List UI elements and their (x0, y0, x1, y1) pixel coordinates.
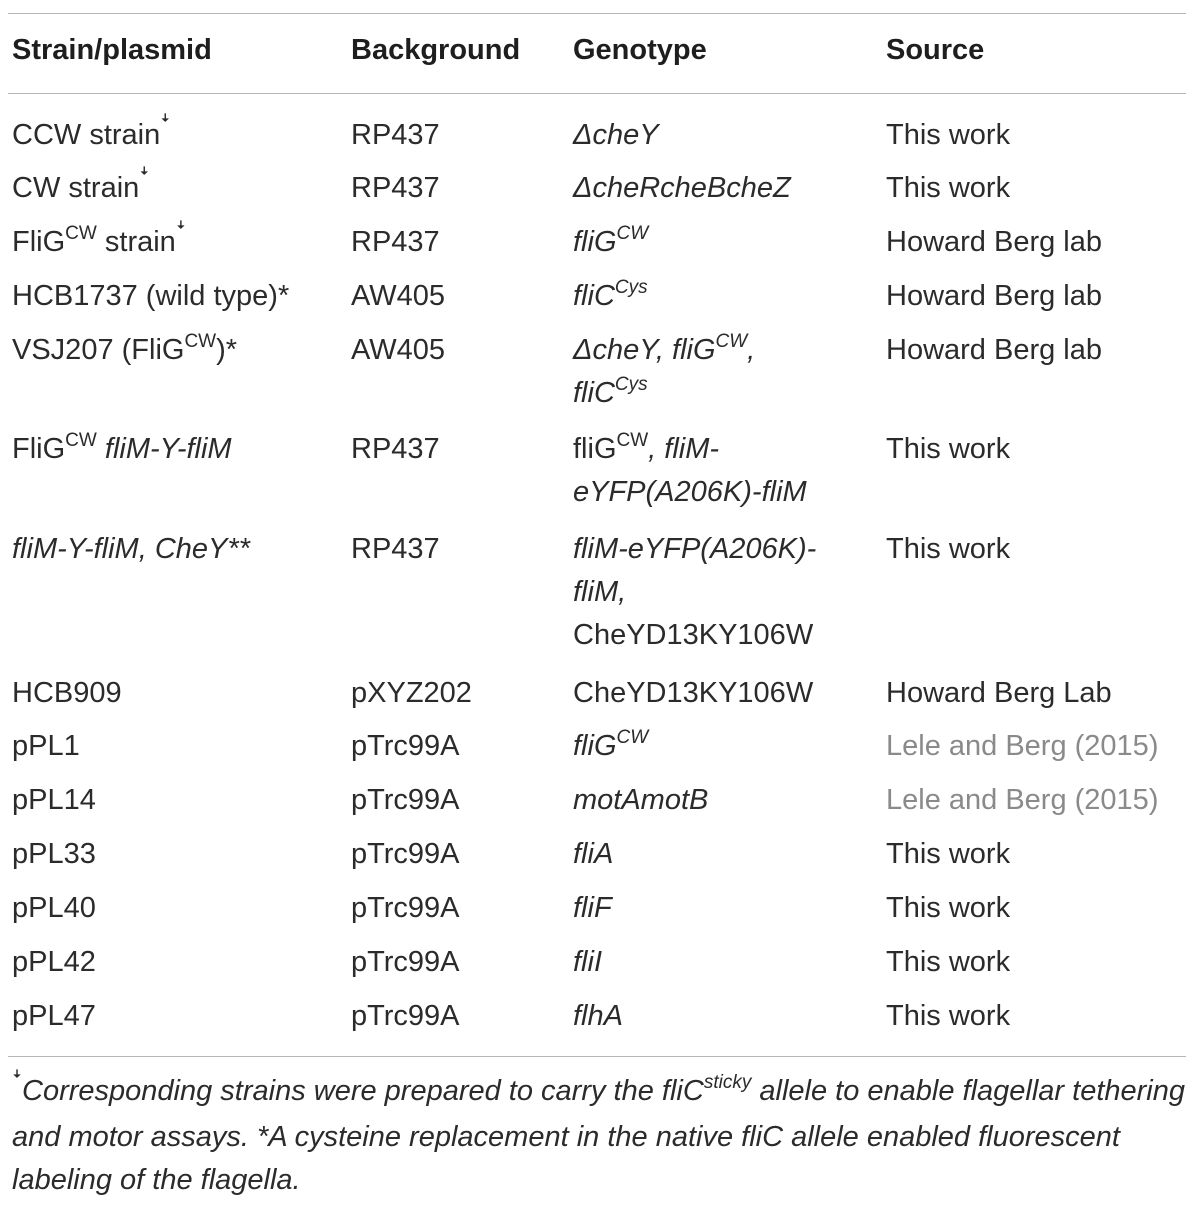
strain-cell: HCB909 (12, 677, 122, 709)
background-cell: pTrc99A (351, 784, 460, 816)
strain-cell: pPL1 (12, 730, 80, 762)
background-cell: pTrc99A (351, 838, 460, 870)
strain-cell: VSJ207 (FliG$^{CW}$)* (12, 331, 238, 366)
strain-cell: pPL33 (12, 838, 96, 870)
source-cell: Howard Berg Lab (886, 677, 1112, 709)
source-cell: This work (886, 433, 1011, 465)
genotype-cell: fliM-eYFP(A206K)- fliM, CheYD13KY106W (573, 533, 817, 651)
background-cell: AW405 (351, 334, 446, 366)
genotype-cell: fliC$^{Cys}$ (573, 277, 648, 312)
genotype-cell: fliI (573, 946, 602, 978)
citation-link[interactable]: Lele and Berg (2015) (886, 730, 1159, 762)
header-genotype: Genotype (573, 34, 707, 66)
background-cell: RP437 (351, 119, 440, 151)
genotype-cell: flhA (573, 1000, 623, 1032)
header-rule (8, 93, 1186, 94)
bottom-rule (8, 1056, 1186, 1057)
background-cell: pTrc99A (351, 892, 460, 924)
genotype-cell: fliG$^{CW}$, fliM- eYFP(A206K)-fliM (573, 430, 807, 508)
genotype-cell: motAmotB (573, 784, 709, 816)
citation-link[interactable]: Lele and Berg (2015) (886, 784, 1159, 816)
genotype-cell: fliG$^{CW}$ (573, 223, 649, 258)
source-cell: This work (886, 172, 1011, 204)
source-cell: This work (886, 946, 1011, 978)
genotype-cell: fliG$^{CW}$ (573, 727, 649, 762)
source-cell: This work (886, 533, 1011, 565)
genotype-cell: ΔcheY (573, 119, 659, 151)
header-source: Source (886, 34, 985, 66)
table-header (0, 30, 1200, 80)
strain-cell: fliM-Y-fliM, CheY** (12, 533, 250, 565)
strain-cell: CCW strain$^ꜜ$ (12, 115, 171, 151)
table-footnote: $^ꜜ$Corresponding strains were prepared to carry the fliC$^{sticky}$ allele to enable flagellar tethering and motor assays. *A cysteine replacement in the native fliC allele enabled fluorescent labeling of the flagella. (12, 1071, 1185, 1196)
source-cell: This work (886, 892, 1011, 924)
background-cell: RP437 (351, 533, 440, 565)
background-cell: pXYZ202 (351, 677, 472, 709)
source-cell: Howard Berg lab (886, 226, 1102, 258)
background-cell: pTrc99A (351, 730, 460, 762)
genotype-cell: CheYD13KY106W (573, 677, 814, 709)
background-cell: RP437 (351, 433, 440, 465)
background-cell: RP437 (351, 226, 440, 258)
top-rule (8, 13, 1186, 14)
genotype-cell: ΔcheRcheBcheZ (573, 172, 791, 204)
genotype-cell: ΔcheY, fliG$^{CW}$, fliC$^{Cys}$ (573, 331, 756, 409)
background-cell: AW405 (351, 280, 446, 312)
strain-cell: pPL14 (12, 784, 96, 816)
source-cell: Howard Berg lab (886, 334, 1102, 366)
strain-cell: HCB1737 (wild type)* (12, 280, 290, 312)
strain-cell: FliG$^{CW}$ strain$^ꜜ$ (12, 222, 186, 258)
strain-cell: CW strain$^ꜜ$ (12, 168, 150, 204)
source-cell: This work (886, 838, 1011, 870)
genotype-cell: fliA (573, 838, 614, 870)
strain-cell: pPL47 (12, 1000, 96, 1032)
genotype-cell: fliF (573, 892, 612, 924)
strain-cell: pPL40 (12, 892, 96, 924)
source-cell: This work (886, 1000, 1011, 1032)
header-strain: Strain/plasmid (12, 34, 212, 66)
source-cell: This work (886, 119, 1011, 151)
background-cell: RP437 (351, 172, 440, 204)
header-background: Background (351, 34, 521, 66)
background-cell: pTrc99A (351, 946, 460, 978)
strain-cell: FliG$^{CW}$ fliM-Y-fliM (12, 430, 232, 465)
source-cell: Howard Berg lab (886, 280, 1102, 312)
background-cell: pTrc99A (351, 1000, 460, 1032)
strain-cell: pPL42 (12, 946, 96, 978)
